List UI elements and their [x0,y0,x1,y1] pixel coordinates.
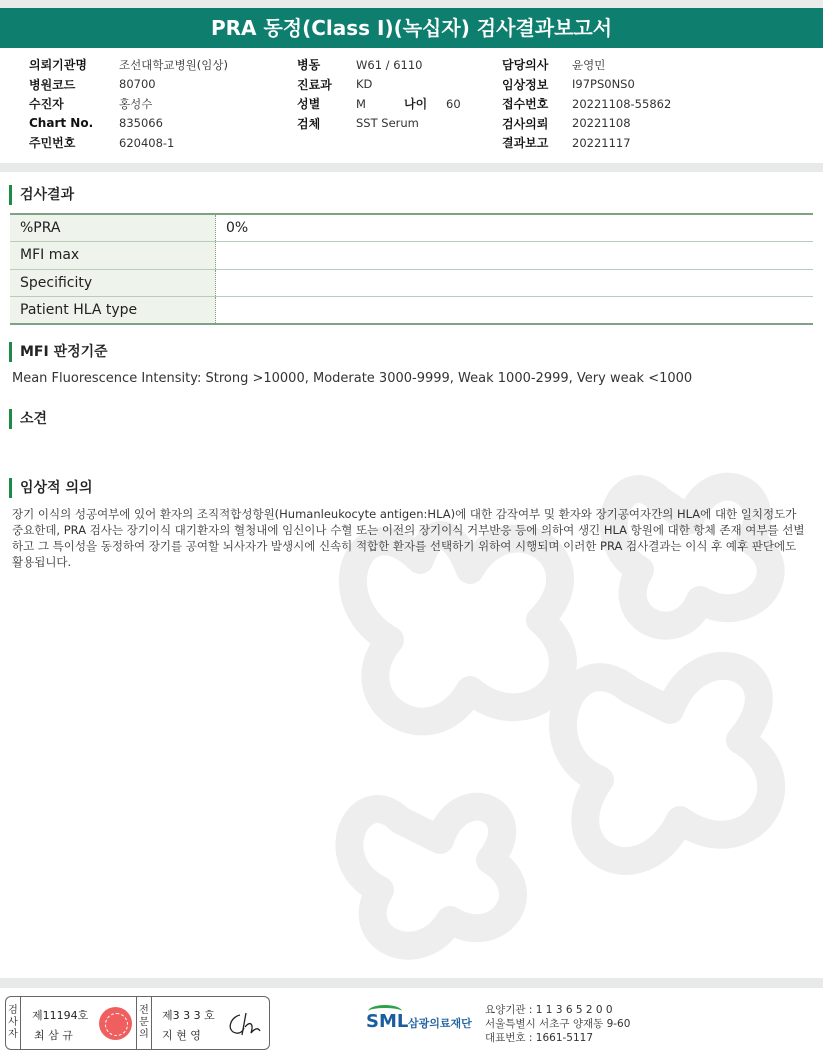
result-value [216,242,814,270]
results-table [10,213,813,325]
result-item: Specificity [10,269,216,297]
org-address [485,1003,630,1045]
info-row [502,55,671,75]
info-row [502,133,671,153]
info-value: SST Serum [356,116,419,131]
label-char: 전 [139,1005,149,1016]
result-value [216,269,814,297]
info-value: 80700 [119,77,156,92]
info-label: 결과보고 [502,136,549,151]
label-char: 사 [8,1017,18,1028]
info-column-2 [297,55,461,133]
info-value: I97PS0NS0 [572,77,635,92]
label-char: 의 [139,1029,149,1040]
examiner-name: 최 삼 규 [34,1029,73,1042]
logo-text: SML [366,1011,409,1032]
info-value: KD [356,77,373,92]
footer-divider [0,978,823,988]
info-column-1 [29,55,228,153]
info-label: 담당의사 [502,58,549,73]
info-row [502,75,671,95]
examiner-label [6,997,21,1049]
info-row [502,94,671,114]
table-row [10,269,813,297]
info-value: 조선대학교병원(임상) [119,57,228,72]
table-row [10,242,813,270]
result-item: Patient HLA type [10,297,216,325]
mfi-section-title: MFI 판정기준 [9,342,108,362]
info-row [502,114,671,134]
info-row [297,114,461,134]
info-value: 620408-1 [119,135,175,150]
info-column-3 [502,55,671,153]
table-row [10,297,813,325]
signature-box [5,996,270,1050]
info-label: 의뢰기관명 [29,58,87,73]
patient-info-header [0,55,823,160]
info-value: 홍성수 [119,96,153,111]
examiner-number: 제11194호 [32,1009,89,1022]
info-value: 윤영민 [572,57,606,72]
info-label: 진료과 [297,77,332,92]
results-section-title: 검사결과 [9,185,74,205]
clinical-section-title: 임상적 의의 [9,478,93,498]
specialist-number: 제3 3 3 호 [162,1009,215,1022]
info-label: 접수번호 [502,97,549,112]
result-value [216,297,814,325]
report-title: PRA 동정(Class I)(녹십자) 검사결과보고서 [0,8,823,48]
info-label: 병동 [297,58,321,73]
info-label: 주민번호 [29,136,76,151]
top-strip [0,0,823,8]
label-char: 자 [8,1029,18,1040]
info-row [297,75,461,95]
age-value: 60 [446,96,461,111]
mfi-criteria-text: Mean Fluorescence Intensity: Strong >10000, Moderate 3000-9999, Weak 1000-2999, Very weak <1000 [12,371,693,386]
info-value: 835066 [119,116,163,131]
info-value: W61 / 6110 [356,57,423,72]
address-line: 대표번호 : 1661-5117 [485,1032,594,1044]
info-row [29,133,228,153]
label-char: 문 [139,1017,149,1028]
info-row [29,94,228,114]
specialist-name: 지 현 영 [162,1029,201,1042]
info-value: 20221108-55862 [572,96,672,111]
info-label: 성별 [297,97,321,112]
info-label: 병원코드 [29,77,76,92]
seal-stamp-icon [99,1007,132,1040]
info-row [297,55,461,75]
result-value: 0% [216,214,814,242]
info-row: 성별 M 나이 60 [297,96,461,112]
info-row [29,114,228,134]
opinion-section-title: 소견 [9,409,47,429]
info-label: 임상정보 [502,77,549,92]
address-line: 요양기관 : 1 1 3 6 5 2 0 0 [485,1004,613,1016]
info-label: 수진자 [29,97,64,112]
specialist-label [136,997,152,1049]
result-item: MFI max [10,242,216,270]
address-line: 서울특별시 서초구 양재동 9-60 [485,1018,631,1030]
result-item: %PRA [10,214,216,242]
handwritten-signature-icon [224,1009,262,1039]
org-name: 삼광의료재단 [408,1017,472,1030]
label-char: 검 [8,1005,18,1016]
info-value: 20221108 [572,116,631,131]
info-label: 검체 [297,116,321,131]
info-label: 검사의뢰 [502,116,549,131]
section-divider [0,163,823,172]
info-label: Chart No. [29,116,94,131]
table-row [10,214,813,242]
info-row [29,75,228,95]
info-value: 20221117 [572,135,631,150]
info-row [29,55,228,75]
clinical-significance-text: 장기 이식의 성공여부에 있어 환자의 조직적합성항원(Humanleukocyte antigen:HLA)에 대한 감작여부 및 환자와 장기공여자간의 HLA에 대한 일치정도가 중요한데, PRA 검사는 장기이식 대기환자의 혈청내에 임신이나 수혈 또는 이전의 장기이식 거부반응 등에 의하여 생긴 HLA 항원에 대한 항체 존재 여부를 선별하고 그 특이성을 동정하여 장기를 공여할 뇌사자가 발생시에 신속히 적합한 환자를 선택하기 위하여 시행되며 이러한 PRA 검사결과는 이식 후 예후 판단에도 활용됩니다. [12,507,805,569]
age-label: 나이 [404,97,428,112]
